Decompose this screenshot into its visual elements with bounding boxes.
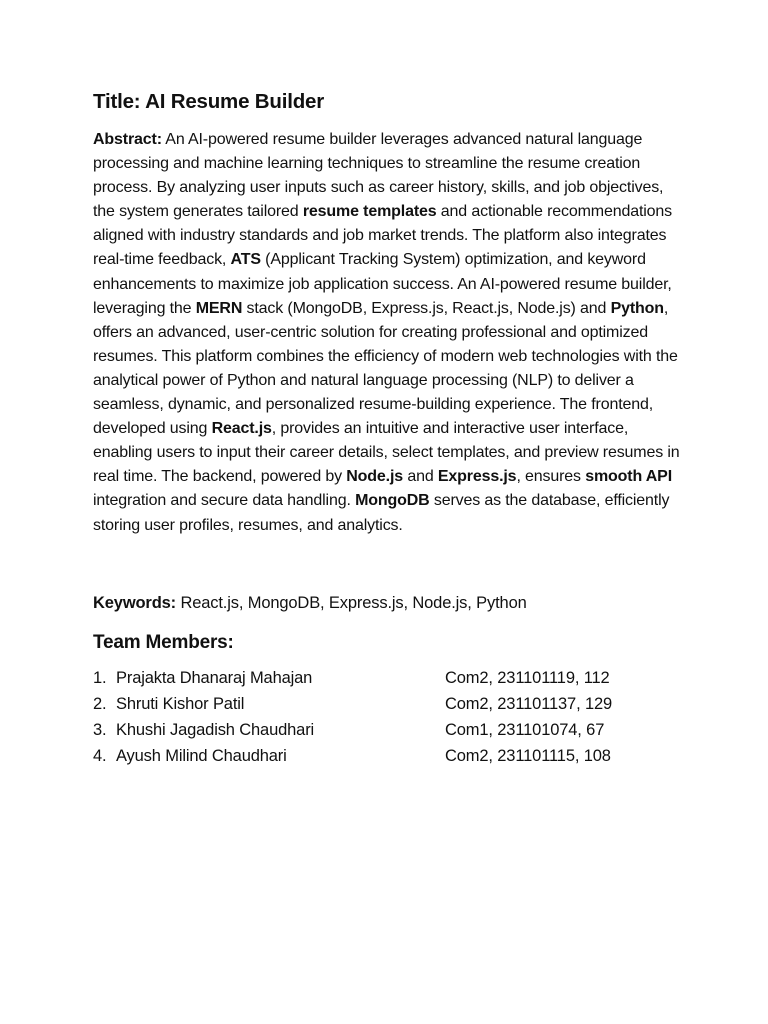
abstract-segment: Node.js	[346, 468, 404, 486]
abstract-label: Abstract:	[93, 131, 162, 148]
member-info: Com1, 231101074, 67	[445, 720, 605, 739]
member-number: 4.	[93, 746, 107, 765]
abstract-segment: , offers an advanced, user-centric solution for creating professional and optimized resumes. This platform combines the efficiency of modern web technologies with the analytical power of Python and natural language processing (NLP) to deliver a seamless, dynamic, and personalized resume-building experience. The frontend, developed using	[93, 299, 678, 438]
team-member-row	[93, 717, 683, 743]
team-members-list	[93, 665, 683, 769]
abstract-segment: and actionable recommendations aligned with industry standards and job market trends. The platform also integrates real-time feedback,	[93, 203, 673, 269]
team-members-heading: Team Members:	[93, 631, 234, 653]
member-name: Prajakta Dhanaraj Mahajan	[116, 668, 313, 687]
keywords-label: Keywords:	[93, 593, 177, 612]
abstract-segment: , provides an intuitive and interactive user interface, enabling users to input their career details, select templates, and preview resumes in real time. The backend, powered by	[93, 420, 680, 486]
member-name: Khushi Jagadish Chaudhari	[116, 720, 315, 739]
document-page	[93, 88, 683, 769]
team-member-row	[93, 743, 683, 769]
abstract-segment: MongoDB	[355, 492, 430, 510]
team-member-row	[93, 691, 683, 717]
keywords-line	[93, 591, 683, 615]
member-info: Com2, 231101119, 112	[445, 668, 610, 687]
abstract-segment: integration and secure data handling.	[93, 492, 356, 510]
member-number: 1.	[93, 668, 107, 687]
abstract-segment: (Applicant Tracking System) optimization, and keyword enhancements to maximize job application success. An AI-powered resume builder, leveraging the	[93, 251, 672, 317]
member-info: Com2, 231101137, 129	[445, 694, 613, 713]
abstract-paragraph	[93, 128, 683, 538]
team-member-row	[93, 665, 683, 691]
member-name: Ayush Milind Chaudhari	[116, 746, 287, 765]
abstract-segment: and	[403, 468, 438, 486]
member-info: Com2, 231101115, 108	[445, 746, 611, 765]
abstract-segment: , ensures	[516, 468, 586, 486]
abstract-segment: React.js	[211, 420, 272, 438]
member-number: 3.	[93, 720, 107, 739]
abstract-segment: An AI-powered resume builder leverages advanced natural language processing and machine learning techniques to streamline the resume creation process. By analyzing user inputs such as career history, skills, and job objectives, the system generates tailored	[93, 131, 664, 221]
abstract-segment: ATS	[230, 251, 261, 269]
abstract-segment: stack (MongoDB, Express.js, React.js, Node.js) and	[242, 299, 611, 317]
abstract-segment: Python	[610, 299, 664, 317]
member-name: Shruti Kishor Patil	[116, 694, 245, 713]
abstract-segment: serves as the database, efficiently storing user profiles, resumes, and analytics.	[93, 492, 670, 534]
abstract-segment: resume templates	[302, 203, 437, 221]
abstract-segment: MERN	[195, 299, 243, 317]
keywords-text: React.js, MongoDB, Express.js, Node.js, Python	[176, 593, 527, 612]
abstract-segment: smooth API	[585, 468, 673, 486]
member-number: 2.	[93, 694, 107, 713]
document-title: Title: AI Resume Builder	[93, 90, 325, 113]
abstract-segment: Express.js	[437, 468, 517, 486]
